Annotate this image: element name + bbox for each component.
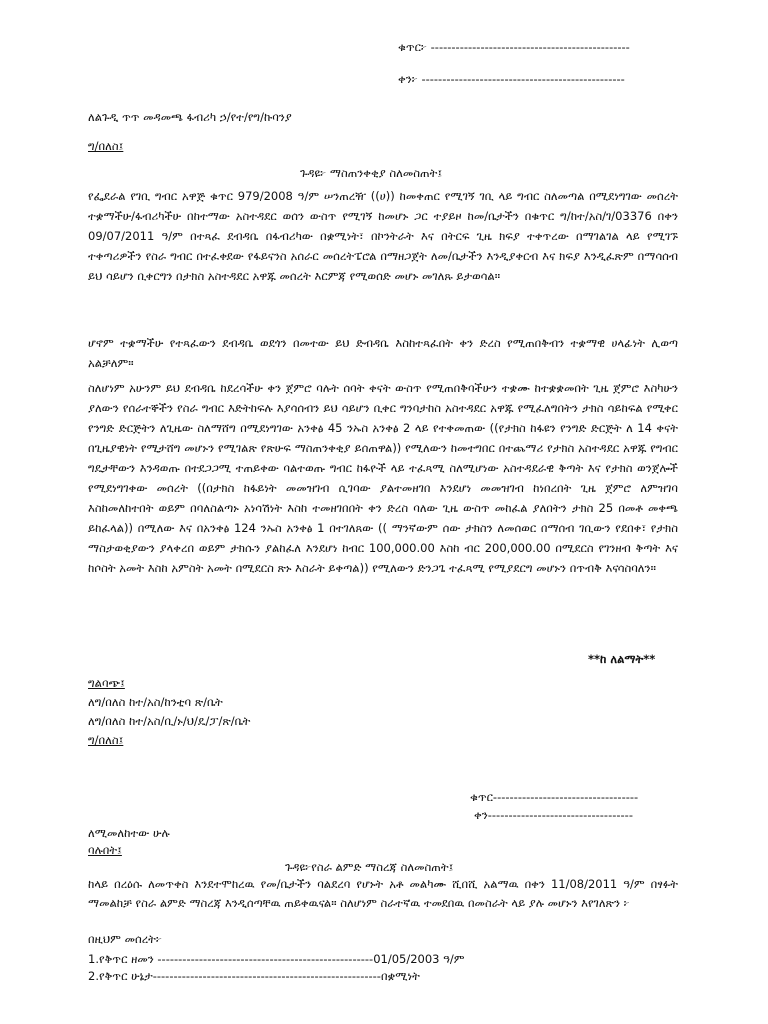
copy-recipient-city: ግ/በለስ፤ <box>88 733 124 747</box>
letter-subject: ጉዳዩ፦የስራ ልምድ ማስረጃ ስለመስጠት፤ <box>285 860 454 874</box>
copy-recipient: ለግ/በለስ ከተ/አስ/ቢ/ኑ/ህ/ዴ/ፓ/ጽ/ቤት <box>88 714 251 728</box>
list-item: 1.የቅጥር ዘመን ----------------------------------------------------01/05/2003 ዓ/ም <box>88 952 465 966</box>
to-whom-it-may-concern: ለሚመለከተው ሁሉ <box>88 826 170 840</box>
employment-details-list <box>88 951 688 985</box>
body-paragraph: ከላይ በረዕሱ ለመጥቀስ እንደተሞከረዉ የመ/ቤታችን ባልደረባ የሆኑት አቶ መልካሙ ሺበሺ አልማዉ በቀን 11/08/2011 ዓ/ም በፃፉት ማመልከቻ የስራ ልምድ ማስረጃ እንዲሰጣቸዉ ጠይቀዉናል። ስለሆነም ስራተኛዉ ተመደበዉ በመስራት ላይ ያሉ መሆኑን እየገለጽን ፦ <box>88 877 678 910</box>
reference-number-line: ቁጥር----------------------------------- <box>470 790 639 804</box>
basis-label: በዚህም መሰረት፦ <box>88 932 162 946</box>
recipient-where: ባሉበት፤ <box>88 843 122 857</box>
date-line: ቀን፦ ------------------------------------------------- <box>398 72 625 86</box>
date-line: ቀን----------------------------------- <box>474 808 633 822</box>
copy-recipient: ለግ/በለስ ከተ/አስ/ከንቲባ ጽ/ቤት <box>88 695 223 709</box>
copy-to-label: ግልባጭ፤ <box>88 676 125 690</box>
closing-motto: **ከ ለልማት** <box>588 652 656 666</box>
list-item: 2.የቅጥር ሁኔታ-------------------------------------------------------በቋሚነት <box>88 969 420 983</box>
reference-number-line: ቁጥር፦ ------------------------------------------------ <box>398 40 630 54</box>
recipient-line: ለልጉዲ ጥጥ መዳመጫ ፋብሪካ ኃ/የተ/የግ/ኩባንያ <box>88 110 292 124</box>
body-paragraph-1: የፌደራል የገቢ ግብር አዋጅ ቁጥር 979/2008 ዓ/ም ሠንጠረዥ ((ሀ)) ከመቀጠር የሚገኝ ገቢ ላይ ግብር ስለመጣል በሚደነግገው መሰረት ተቋማችሁ/ፋብሪካችሁ በከተማው አስተዳደር ወሰን ውስጥ የሚገኝ ከመሆኑ ጋር ተያይዞ ከመ/ቤታችን በቁጥር ግ/ከተ/አስ/ገ/03376 በቀን 09/07/2011 ዓ/ም በተጻፈ ደብዳቤ በፋብሪካው በቋሚነት፣ በኮንትራት እና በትርፍ ጊዜ ክፍያ ተቀጥረው በማገልገል ላይ የሚገኙ ተቀጣሪዎችን የስራ ግብር በተፈቀደው የፋይናንስ አሰራር መሰረትፔሮል በማዘጋጀት ለመ/ቤታችን እንዲያቀርብ እና ክፍያ እንዲፈጽም በማሳሰብ ይህ ሳይሆን ቢቀርግን በታክስ አስተዳደር አዋጁ መሰረት እርምጃ የሚወሰድ መሆኑ መገለጹ ይታወሳል። <box>88 189 678 283</box>
letter-subject: ጉዳዩ፦ ማስጠንቀቂያ ስለመስጠት፤ <box>300 166 443 180</box>
body-paragraph-3: ስለሆነም አሁንም ይህ ደብዳቤ ከደረሳችሁ ቀን ጀምሮ ባሉት ሰባት ቀናት ውስጥ የሚጠበቅባችሁን ተቋሙ ከተቋቋመበት ጊዜ ጀምሮ እስካሁን ያለውን የሰራተኞችን የስራ ግብር እድትከፍሉ እያሳሰብን ይህ ሳይሆን ቢቀር ግንባታከስ አስተዳደር አዋጁ የሚፈለግበትን ታክስ ሳይከፍል የሚቀር የንግድ ድርጅትን ለጊዜው ስለማሸግ በሚደነግገው አንቀፅ 45 ንኡስ አንቀፅ 2 ላይ የተቀመጠው ((የታክስ ከፋዩን የንግድ ድርጅት ለ 14 ቀናት በጊዜያዊነት የሚታሸግ መሆኑን የሚገልጽ የጽሁፍ ማስጠንቀቂያ ይሰጠዋል)) የሚለውን ከመተግበር በተጨማሪ የታክስ አስተዳደር አዋጁ የግብር ግዴታቸውን እንዳወጡ በተደጋጋሚ ተጠይቀው ባልተወጡ ግብር ከፋዮች ላይ ተፈጻሚ ስለሚሆነው አስተዳደራዊ ቅጣት እና የታክስ ወንጀሎች የሚደነግገቀው መሰረት ((በታክስ ከፋይነት መመዝገብ ሲገባው ያልተመዘገበ እንደሆነ መመዝገብ ከነበረበት ጊዜ ጀምሮ ለምዝገባ እስከመለከተበት ወይም በባለስልጣኑ አነሳሽነት እስከ ተመዘገበበት ቀን ድረስ ባለው ጊዜ ውስጥ መከፈል ያለበትን ታክስ 25 በመቶ መቀጫ ይከፈላል)) በሚለው እና በአንቀፅ 124 ንኡስ አንቀፅ 1 በተገለጸው (( ማንኛውም ሰው ታክስን ለመሰወር በማሰብ ገቢውን የደበቀ፣ የታክስ ማስታወቂያውን ያላቀረበ ወይም ታክሱን ያልከፈለ እንደሆነ ከብር 100,000.00 እስከ ብር 200,000.00 በሚደርስ የገንዘብ ቅጣት እና ከሶስት አመት እስከ አምስት አመት በሚደርስ ጽኑ እስራት ይቀጣል)) የሚለውን ድንጋጌ ተፈጻሚ የሚያደርግ መሆኑን በጥብቅ እናሳስባለን። <box>88 381 678 575</box>
body-paragraph-2: ሆኖም ተቋማችሁ የተጻፈውን ደብዳቤ ወደጎን በመተው ይህ ድብዳቤ እስከተጻፈበት ቀን ድረስ የሚጠበቅብን ተቋማዊ ሀላፊነት ሊወጣ አልቻለም። <box>88 336 678 370</box>
recipient-city: ግ/በለስ፤ <box>88 139 124 153</box>
